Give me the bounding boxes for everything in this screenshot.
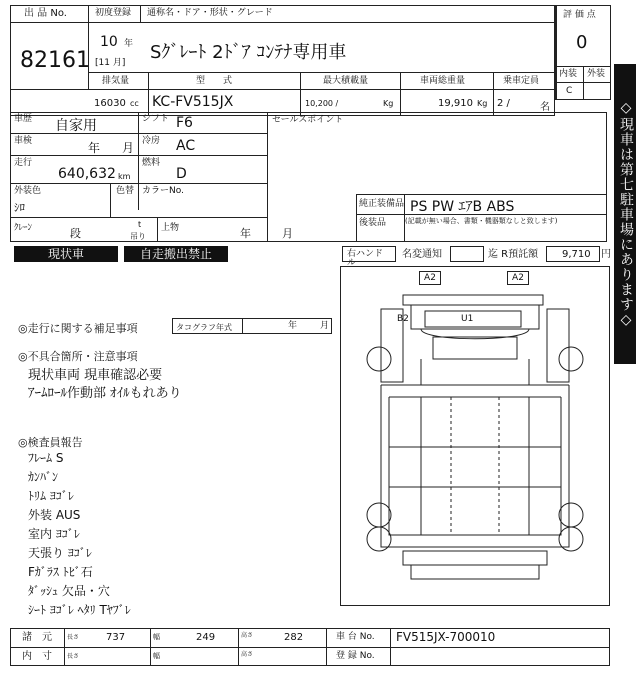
registration-label: 登 録 No. [336, 651, 375, 661]
truck-diagram [340, 266, 610, 606]
self-pickup-badge: 自走搬出禁止 [124, 246, 228, 262]
displacement: 16030 [94, 98, 126, 109]
inspector-title: ◎検査員報告 [18, 436, 83, 449]
crane-label: ｸﾚｰﾝ [14, 223, 33, 233]
crane-ton: t [138, 220, 142, 229]
name-change-box [450, 246, 484, 262]
dims-label: 諸 元 [22, 632, 52, 643]
ac: AC [176, 138, 196, 154]
crane-stage: 段 [70, 227, 81, 240]
capacity: 2 / [497, 98, 510, 109]
tacho-year: 年 [288, 321, 298, 331]
inspector-item: 外装 AUS [28, 508, 81, 522]
length: 737 [106, 632, 126, 643]
interior-grade: C [566, 86, 573, 96]
inspection-label: 車検 [14, 136, 33, 146]
damage-marker: B2 [397, 314, 409, 324]
color-label: 外装色 [14, 186, 42, 196]
interior-label: 内装 [559, 69, 578, 79]
length-label: 長さ [67, 634, 80, 641]
inspector-item: ｶﾝﾊﾞﾝ [28, 470, 59, 484]
chassis-number: FV515JX-700010 [396, 630, 496, 644]
gross-weight: 19,910 [438, 98, 473, 109]
damage-marker: U1 [461, 314, 474, 324]
name-change-label: 名変通知 [402, 249, 442, 260]
mileage-label: 走行 [14, 158, 33, 168]
upper-year: 年 [240, 227, 251, 240]
mileage-unit: km [118, 172, 131, 181]
aftermarket-label: 後装品 [359, 218, 387, 228]
capacity-label: 乗車定員 [503, 76, 540, 86]
lot-number: 82161 [20, 48, 90, 73]
height-label: 高さ [241, 632, 254, 639]
model-name: Sｸﾞﾚｰﾄ 2ﾄﾞｱ ｺﾝﾃﾅ専用車 [150, 42, 347, 63]
upper-month: 月 [282, 227, 293, 240]
ac-label: 冷房 [142, 136, 161, 146]
score-value: 0 [576, 32, 588, 53]
score-label: 評 価 点 [563, 10, 596, 20]
crane-hang: 吊り [130, 232, 146, 241]
width-label: 幅 [153, 633, 160, 641]
damage-marker: A2 [507, 271, 529, 285]
height: 282 [284, 632, 304, 643]
inspector-item: ﾌﾚｰﾑ S [28, 451, 64, 465]
inner-height-label: 高さ [241, 651, 254, 658]
color-change-label: 色替 [116, 186, 135, 196]
defect-item: 現状車両 現車確認必要 [28, 368, 163, 383]
model-type: KC-FV515JX [152, 94, 234, 110]
name-label: 通称名・ドア・形状・グレード [147, 8, 273, 18]
inspector-item: 天張り ﾖｺﾞﾚ [28, 546, 92, 560]
lot-label: 出 品 No. [24, 8, 67, 19]
first-reg-label: 初度登録 [95, 8, 132, 18]
aftermarket-note: (記載が無い場合、書類・機器類なしと致します) [405, 217, 558, 225]
shift-label: シフト [142, 114, 170, 124]
inspection-month: 月 [122, 141, 135, 155]
mileage: 640,632 [58, 166, 116, 182]
sales-point-label: セールスポイント [272, 115, 344, 125]
reg-year: 10 [100, 34, 118, 50]
inspection-year: 年 [88, 141, 101, 155]
defect-item: ｱｰﾑﾛｰﾙ作動部 ｵｲﾙもれあり [28, 386, 182, 401]
capacity-unit: 名 [540, 102, 550, 113]
max-load: 10,200 / [305, 99, 339, 108]
fuel-label: 燃料 [142, 158, 161, 168]
equipment-label: 純正装備品 [359, 199, 405, 209]
recycle-label: 迄 R預託額 [488, 249, 539, 260]
current-condition-badge: 現状車 [14, 246, 118, 262]
reg-year-unit: 年 [124, 39, 134, 49]
tacho-label: タコグラフ年式 [176, 323, 232, 332]
deposit: 9,710 [562, 249, 591, 260]
truck-outline-icon [341, 267, 609, 605]
history: 自家用 [55, 118, 97, 134]
upper-label: 上物 [161, 223, 180, 233]
history-label: 車歴 [14, 114, 33, 124]
width: 249 [196, 632, 216, 643]
type-label: 型 式 [196, 76, 233, 86]
equipment: PS PW ｴｱB ABS [410, 199, 515, 215]
max-load-label: 最大積載量 [323, 76, 369, 86]
driving-title: ◎走行に関する補足事項 [18, 322, 138, 335]
max-load-unit: Kg [383, 99, 394, 108]
displacement-label: 排気量 [102, 76, 130, 86]
gross-weight-label: 車両総重量 [420, 76, 466, 86]
color: ｼﾛ [14, 201, 25, 214]
location-notice: ◇現車は第七駐車場にあります◇ [614, 64, 636, 364]
defect-title: ◎不具合箇所・注意事項 [18, 350, 138, 363]
shift: F6 [176, 115, 193, 131]
reg-month: [11 月] [95, 58, 126, 68]
displacement-unit: cc [130, 99, 139, 108]
handle-box: 右ハンドル [342, 246, 396, 262]
inspector-item: ﾄﾘﾑ ﾖｺﾞﾚ [28, 489, 74, 503]
gross-weight-unit: Kg [477, 99, 488, 108]
fuel: D [176, 166, 187, 182]
inner-label: 内 寸 [22, 651, 52, 662]
color-code-label: カラーNo. [142, 186, 184, 196]
chassis-label: 車 台 No. [336, 632, 375, 642]
inspector-item: Fｶﾞﾗｽ ﾄﾋﾞ石 [28, 565, 93, 579]
inspector-item: ﾀﾞｯｼｭ 欠品・穴 [28, 584, 110, 598]
inner-length-label: 長さ [67, 653, 80, 660]
inspector-item: ｼｰﾄ ﾖｺﾞﾚ ﾍﾀﾘ Tﾔﾌﾞﾚ [28, 603, 131, 617]
exterior-label: 外装 [587, 69, 606, 79]
inspector-item: 室内 ﾖｺﾞﾚ [28, 527, 80, 541]
inner-width-label: 幅 [153, 652, 160, 660]
tacho-month: 月 [320, 321, 330, 331]
damage-marker: A2 [419, 271, 441, 285]
deposit-unit: 円 [601, 249, 611, 260]
